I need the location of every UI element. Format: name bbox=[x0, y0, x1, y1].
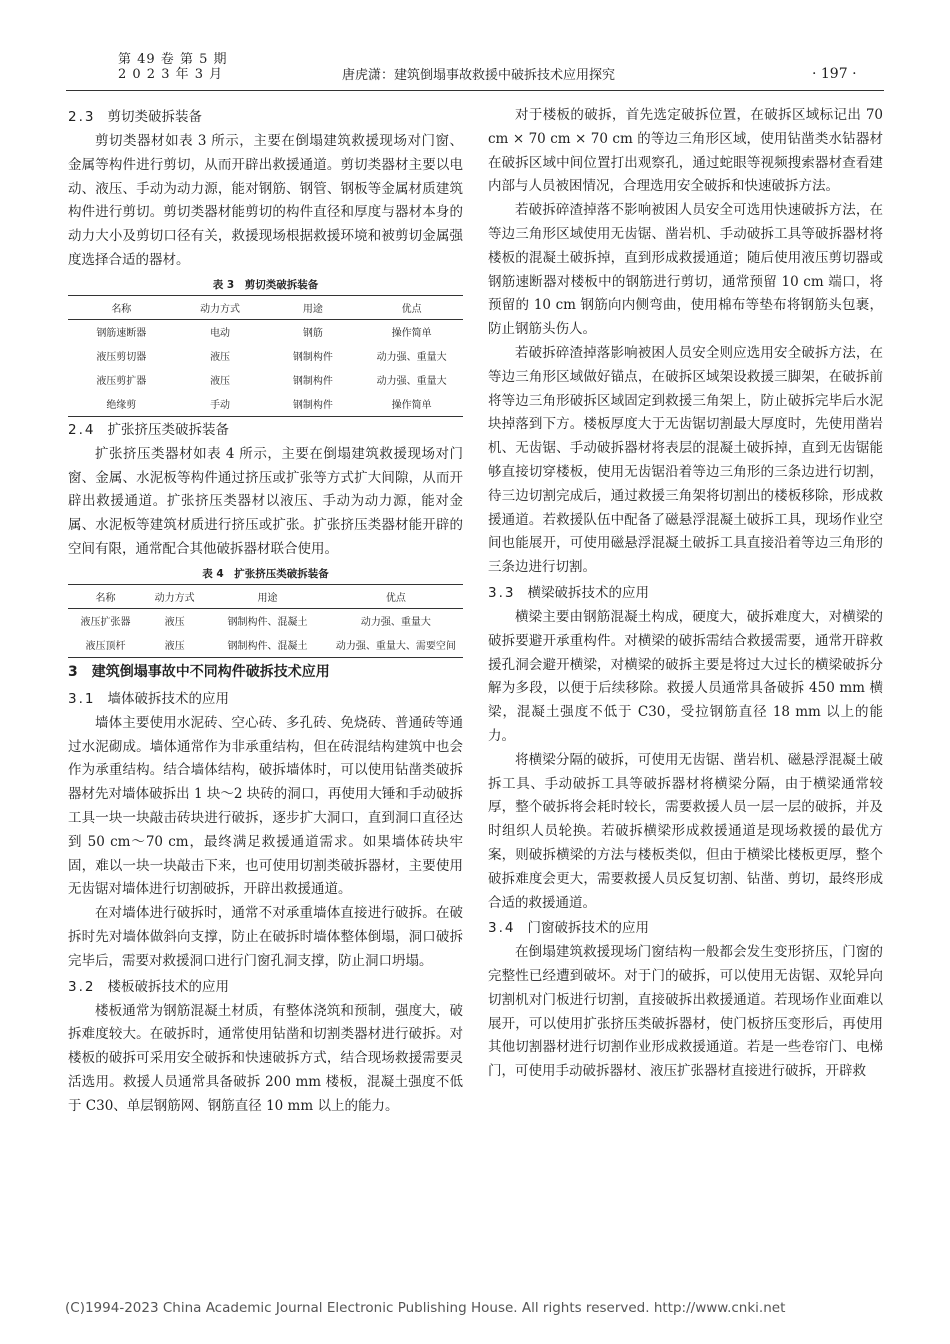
section-title: 楼板破拆技术的应用 bbox=[107, 978, 229, 995]
table-row bbox=[68, 608, 463, 633]
section-heading-3-1 bbox=[68, 686, 463, 712]
section-title: 横梁破拆技术的应用 bbox=[527, 584, 649, 601]
paragraph: 扩张挤压类器材如表 4 所示，主要在倒塌建筑救援现场对门窗、金属、水泥板等构件通过挤压或扩张等方式扩大间隙，从而开辟出救援通道。扩张挤压类器材以液压、手动为动力源，能对金属、水泥板等建筑材质进行挤压或扩张。扩张挤压类器材能开辟的空间有限，通常配合其他破拆器材联合使用。 bbox=[68, 445, 463, 557]
table-cell: 钢筋速断器 bbox=[96, 328, 147, 340]
table-cell: 电动 bbox=[210, 328, 231, 340]
paragraph: 楼板通常为钢筋混凝土材质，有整体浇筑和预制，强度大，破拆难度较大。在破拆时，通常使用钻凿和切割类器材进行破拆。对楼板的破拆可采用安全破拆和快速破拆方式，结合现场救援需要灵活选用。救援人员通常具备破拆 200 mm 楼板，混凝土强度不低于 C30、单层钢筋网、钢筋直径 10 mm 以上的能力。 bbox=[68, 1002, 463, 1114]
table-cell: 液压 bbox=[210, 352, 231, 364]
section-heading-3 bbox=[68, 658, 463, 686]
section-number: 3.1 bbox=[68, 690, 96, 707]
table-cell: 钢制构件 bbox=[265, 392, 360, 417]
table-cell: 液压 bbox=[210, 376, 231, 388]
section-heading-3-4 bbox=[488, 915, 883, 941]
section-title: 墙体破拆技术的应用 bbox=[107, 690, 229, 707]
table-header: 动力方式 bbox=[175, 295, 266, 319]
section-heading-3-3 bbox=[488, 580, 883, 606]
paragraph: 在对墙体进行破拆时，通常不对承重墙体直接进行破拆。在破拆时先对墙体做斜向支撑，防止在破拆时墙体整体倒塌，洞口破拆完毕后，需要对救援洞口进行门窗孔洞支撑，防止洞口坍塌。 bbox=[68, 905, 463, 969]
journal-date: 2 0 2 3 年 3 月 bbox=[118, 67, 224, 82]
paragraph: 对于楼板的破拆，首先选定破拆位置，在破拆区域标记出 70 cm × 70 cm × 70 cm 的等边三角形区域，使用钻凿类水钻器材在破拆区域中间位置打出观察孔，通过蛇眼等视频搜索器材查看建内部与人员被困情况，合理选用安全破拆和快速破拆方法。 bbox=[488, 107, 883, 195]
table-cell: 液压 bbox=[143, 633, 206, 658]
paragraph: 在倒塌建筑救援现场门窗结构一般都会发生变形挤压，门窗的完整性已经遭到破坏。对于门的破拆，可以使用无齿锯、双轮异向切割机对门板进行切割，直接破拆出救援通道。若现场作业面难以展开，可以使用扩张挤压类破拆器材，使门板挤压变形后，再使用其他切割器材进行切割作业形成救援通道。若是一些卷帘门、电梯门，可使用手动破拆器材、液压扩张器材直接进行破拆，开辟救 bbox=[488, 944, 883, 1080]
table-cell: 绝缘剪 bbox=[68, 392, 175, 417]
table-cell: 液压 bbox=[164, 617, 185, 629]
table-header: 名称 bbox=[68, 584, 143, 608]
section-title: 扩张挤压类破拆装备 bbox=[107, 421, 229, 438]
section-title: 门窗破拆技术的应用 bbox=[527, 920, 649, 937]
section-number: 3 bbox=[68, 663, 78, 680]
table-cell: 钢制构件 bbox=[292, 376, 333, 388]
table-header: 用途 bbox=[206, 584, 328, 608]
section-number: 2.4 bbox=[68, 421, 96, 438]
table-header: 动力方式 bbox=[143, 584, 206, 608]
table-cell: 动力强、重量大 bbox=[360, 617, 431, 629]
table-3-caption: 表 3 剪切类破拆装备 bbox=[212, 278, 319, 291]
left-column bbox=[68, 104, 463, 1119]
running-title: 唐虎潇：建筑倒塌事故救援中破拆技术应用探究 bbox=[342, 68, 616, 83]
table-cell: 液压顶杆 bbox=[68, 633, 143, 658]
section-heading-2-4 bbox=[68, 417, 463, 443]
table-cell: 动力强、重量大 bbox=[376, 376, 447, 388]
table-cell: 钢制构件、混凝土 bbox=[227, 617, 308, 629]
table-cell: 动力强、重量大、需要空间 bbox=[329, 633, 463, 658]
table-cell: 液压扩张器 bbox=[80, 617, 131, 629]
section-number: 3.3 bbox=[488, 584, 516, 601]
header-rule bbox=[66, 90, 884, 91]
section-heading-2-3 bbox=[68, 104, 463, 130]
table-row bbox=[68, 344, 463, 368]
table-header: 优点 bbox=[329, 584, 463, 608]
page-number: · 197 · bbox=[812, 66, 857, 82]
section-title: 建筑倒塌事故中不同构件破拆技术应用 bbox=[91, 663, 330, 680]
section-title: 剪切类破拆装备 bbox=[107, 109, 202, 125]
table-row bbox=[68, 392, 463, 417]
paragraph: 剪切类器材如表 3 所示，主要在倒塌建筑救援现场对门窗、金属等构件进行剪切，从而开辟出救援通道。剪切类器材主要以电动、液压、手动为动力源，能对钢筋、钢管、钢板等金属材质建筑构件进行剪切。剪切类器材能剪切的构件直径和厚度与器材本身的动力大小及剪切口径有关，救援现场根据救援环境和被剪切金属强度选择合适的器材。 bbox=[68, 133, 463, 268]
table-cell: 钢筋 bbox=[302, 328, 323, 340]
paragraph: 将横梁分隔的破拆，可使用无齿锯、凿岩机、磁悬浮混凝土破拆工具、手动破拆工具等破拆器材将横梁分隔，由于横梁通常较厚，整个破拆将会耗时较长，需要救援人员一层一层的破拆，并及时组织人员轮换。若破拆横梁形成救援通道是现场救援的最优方案，则破拆横梁的方法与楼板类似，但由于横梁比楼板更厚，整个破拆难度会更大，需要救援人员反复切割、钻凿、剪切，最终形成合适的救援通道。 bbox=[488, 751, 883, 911]
table-header: 用途 bbox=[265, 295, 360, 319]
table-4-caption: 表 4 扩张挤压类破拆装备 bbox=[202, 567, 329, 580]
section-number: 3.4 bbox=[488, 920, 516, 937]
table-row bbox=[68, 319, 463, 344]
paragraph: 横梁主要由钢筋混凝土构成，硬度大，破拆难度大，对横梁的破拆要避开承重构件。对横梁的破拆需结合救援需要，通常开辟救援孔洞会避开横梁，对横梁的破拆主要是将过大过长的横梁破拆分解为多段，以便于后续移除。救援人员通常具备破拆 450 mm 横梁，混凝土强度不低于 C30，受拉钢筋直径 18 mm 以上的能力。 bbox=[488, 608, 883, 744]
section-heading-3-2 bbox=[68, 974, 463, 1000]
paragraph: 墙体主要使用水泥砖、空心砖、多孔砖、免烧砖、普通砖等通过水泥砌成。墙体通常作为非承重结构，但在砖混结构建筑中也会作为承重结构。结合墙体结构，破拆墙体时，可以使用钻凿类破拆器材先对墙体破拆出 1 块～2 块砖的洞口，再使用大锤和手动破拆工具一块一块敲击砖块进行破拆，逐步扩大洞口，直到洞口直径达到 50 cm～70 cm，最终满足救援通道需求。如果墙体砖块牢固，难以一块一块敲击下来，也可使用切割类破拆器材，主要使用无齿锯对墙体进行切割破拆，开辟出救援通道。 bbox=[68, 714, 463, 898]
table-4 bbox=[68, 584, 463, 658]
section-number: 3.2 bbox=[68, 978, 96, 995]
journal-issue bbox=[118, 52, 227, 82]
table-cell: 钢制构件、混凝土 bbox=[206, 633, 328, 658]
table-cell: 液压剪扩器 bbox=[96, 376, 147, 388]
table-header: 名称 bbox=[68, 295, 175, 319]
table-cell: 手动 bbox=[175, 392, 266, 417]
table-cell: 操作简单 bbox=[391, 328, 432, 340]
table-cell: 液压剪切器 bbox=[96, 352, 147, 364]
journal-volume: 第 49 卷 第 5 期 bbox=[118, 52, 228, 67]
table-row bbox=[68, 633, 463, 658]
section-number: 2.3 bbox=[68, 109, 96, 125]
copyright-footer: (C)1994-2023 China Academic Journal Electronic Publishing House. All rights reserved. http://www.cnki.net bbox=[65, 1300, 786, 1316]
right-column bbox=[488, 104, 883, 1084]
table-row bbox=[68, 368, 463, 392]
paragraph: 若破拆碎渣掉落影响被困人员安全则应选用安全破拆方法，在等边三角形区域做好锚点，在破拆区域架设救援三脚架，在破拆前将等边三角形破拆区域固定到救援三角架上，防止破拆完毕后水泥块掉落到下方。楼板厚度大于无齿锯切割最大厚度时，先使用凿岩机、无齿锯、手动破拆器材将表层的混凝土破拆掉，直到无齿锯能够直接切穿楼板，使用无齿锯沿着等边三角形的三条边进行切割，待三边切割完成后，通过救援三角架将切割出的楼板移除，形成救援通道。若救援队伍中配备了磁悬浮混凝土破拆工具，现场作业空间也能展开，可使用磁悬浮混凝土破拆工具直接沿着等边三角形的三条边进行切割。 bbox=[488, 344, 883, 576]
paragraph: 若破拆碎渣掉落不影响被困人员安全可选用快速破拆方法，在等边三角形区域使用无齿锯、凿岩机、手动破拆工具等破拆器材将楼板的混凝土破拆掉，直到形成救援通道；随后使用液压剪切器或钢筋速断器对楼板中的钢筋进行剪切，通常预留 10 cm 端口，将预留的 10 cm 钢筋向内侧弯曲，使用棉布等垫布将钢筋头包裹，防止钢筋头伤人。 bbox=[488, 202, 883, 338]
table-cell: 动力强、重量大 bbox=[376, 352, 447, 364]
table-3 bbox=[68, 295, 463, 417]
table-cell: 钢制构件 bbox=[292, 352, 333, 364]
table-cell: 操作简单 bbox=[360, 392, 463, 417]
table-header: 优点 bbox=[360, 295, 463, 319]
